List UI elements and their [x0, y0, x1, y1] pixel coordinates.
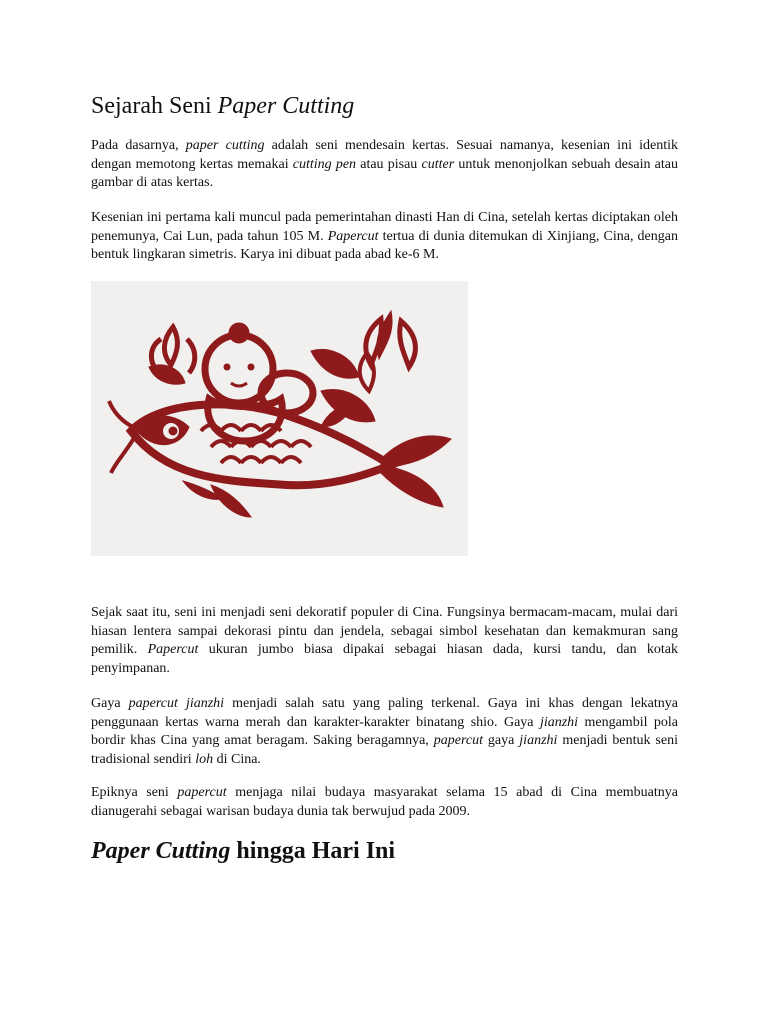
- paragraph-text-run: papercut: [177, 785, 227, 800]
- paragraph-text-run: Pada dasarnya,: [91, 138, 186, 153]
- paragraph-heritage: [91, 784, 678, 821]
- paragraph-text-run: tertua di dunia ditemukan di Xinjiang, Cina, dengan bentuk lingkaran simetris. Karya ini dibuat pada abad ke-6 M.: [91, 228, 678, 263]
- paragraph-text-run: Papercut: [327, 228, 379, 244]
- paragraph-text-run: adalah seni mendesain kertas. Sesuai namanya, kesenian ini identik dengan memotong kertas memakai: [91, 138, 678, 172]
- heading-history-italic: Paper Cutting: [217, 93, 355, 119]
- heading-today: [91, 836, 395, 866]
- paragraph-text-run: Kesenian ini pertama kali muncul pada pemerintahan dinasti Han di Cina, setelah kertas diciptakan oleh penemunya, Cai Lun, pada tahun 105 M.: [91, 210, 678, 244]
- paragraph-text-run: Sejak saat itu, seni ini menjadi seni dekoratif populer di Cina. Fungsinya bermacam-macam, mulai dari hiasan lentera sampai dekorasi pintu dan jendela, sebagai simbol kesehatan dan kemakmuran sang pemilik.: [91, 605, 678, 658]
- paragraph-jianzhi-style: [91, 695, 678, 769]
- paragraph-text-run: menjadi bentuk seni tradisional sendiri: [91, 733, 678, 767]
- paragraph-text-run: di Cina.: [213, 751, 261, 767]
- paragraph-text-run: jianzhi: [539, 714, 579, 730]
- paragraph-decorative-use: [91, 604, 678, 678]
- paragraph-text-run: Papercut: [147, 642, 199, 658]
- paragraph-intro: [91, 137, 678, 193]
- papercut-fish-child-image: [91, 281, 468, 556]
- paragraph-text-run: cutter: [421, 156, 455, 172]
- paragraph-text-run: jianzhi: [519, 733, 558, 749]
- paragraph-text-run: menjadi salah satu yang paling terkenal. Gaya ini khas dengan lekatnya penggunaan kertas warna merah dan karakter-karakter binatang shio. Gaya: [91, 696, 678, 730]
- paragraph-origin: [91, 209, 678, 265]
- paragraph-text-run: Gaya: [91, 696, 129, 711]
- heading-history: [91, 91, 354, 121]
- paragraph-text-run: mengambil pola bordir khas Cina yang amat beragam. Saking beragamnya,: [91, 714, 678, 749]
- paragraph-text-run: papercut: [433, 733, 483, 749]
- paragraph-text-run: atau pisau: [356, 156, 422, 172]
- paragraph-text-run: Epiknya seni: [91, 785, 178, 800]
- heading-today-italic: Paper Cutting: [91, 838, 231, 864]
- papercut-figure: [91, 281, 468, 556]
- paragraph-text-run: gaya: [482, 733, 520, 749]
- heading-today-plain: hingga Hari Ini: [230, 838, 396, 864]
- paragraph-text-run: untuk menonjolkan sebuah desain atau gambar di atas kertas.: [91, 156, 678, 191]
- paragraph-text-run: ukuran jumbo biasa dipakai sebagai hiasan dada, kursi tandu, dan kotak penyimpanan.: [91, 642, 678, 676]
- heading-history-plain: Sejarah Seni: [91, 93, 218, 119]
- paragraph-text-run: loh: [195, 751, 214, 767]
- paragraph-text-run: cutting pen: [292, 156, 357, 172]
- paragraph-text-run: paper cutting: [185, 138, 265, 153]
- paragraph-text-run: menjaga nilai budaya masyarakat selama 15 abad di Cina membuatnya dianugerahi sebagai warisan budaya dunia tak berwujud pada 2009.: [91, 785, 678, 819]
- paragraph-text-run: papercut jianzhi: [128, 696, 225, 711]
